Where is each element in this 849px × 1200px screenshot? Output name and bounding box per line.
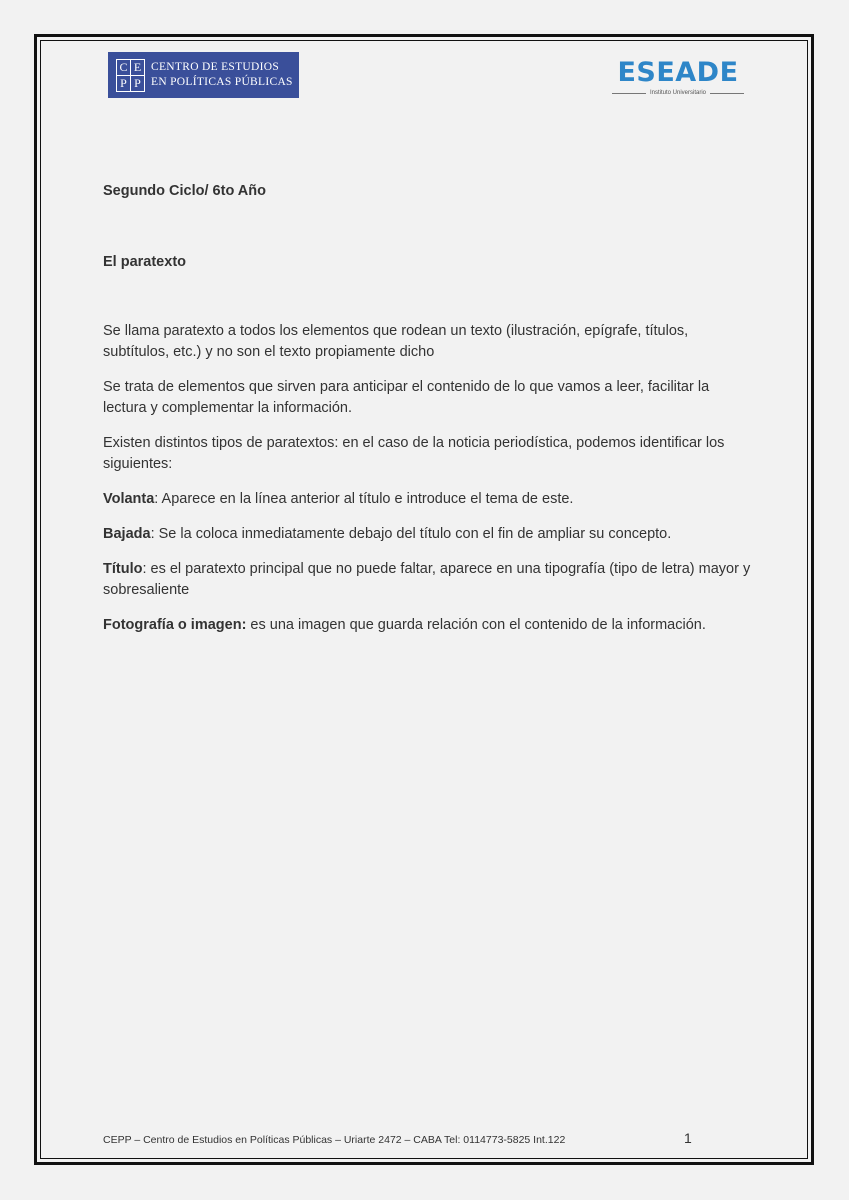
term-bajada: Bajada: [103, 526, 151, 542]
cycle-heading: Segundo Ciclo/ 6to Año: [103, 183, 266, 199]
page-number: 1: [684, 1130, 692, 1146]
cepp-letter-c: C: [117, 60, 130, 75]
footer-text: CEPP – Centro de Estudios en Políticas Públicas – Uriarte 2472 – CABA Tel: 0114773-5825 Int.122: [103, 1134, 566, 1146]
eseade-subtitle-row: [612, 90, 744, 96]
text-bajada: : Se la coloca inmediatamente debajo del título con el fin de ampliar su concepto.: [150, 526, 672, 542]
eseade-logo: [612, 58, 744, 96]
text-fotografia: es una imagen que guarda relación con el contenido de la información.: [246, 617, 706, 633]
definition-bajada: [103, 524, 753, 545]
cepp-letter-e: E: [131, 60, 144, 75]
definition-volanta: [103, 489, 753, 510]
definition-fotografia: [103, 615, 753, 636]
text-titulo: : es el paratexto principal que no puede faltar, aparece en una tipografía (tipo de letra) mayor y sobresaliente: [103, 561, 751, 598]
cepp-name-line1: CENTRO DE ESTUDIOS: [151, 61, 280, 73]
term-fotografia: Fotografía o imagen:: [103, 617, 247, 633]
definition-titulo: [103, 559, 753, 601]
eseade-wordmark: ESEADE: [617, 57, 739, 88]
eseade-subtitle: Instituto Universitario: [649, 90, 707, 96]
cepp-logo-name: [151, 60, 293, 90]
term-volanta: Volanta: [103, 491, 155, 507]
term-titulo: Título: [103, 561, 143, 577]
cepp-logo: [108, 52, 299, 98]
cepp-logo-monogram: [116, 59, 145, 92]
cepp-name-line2: EN POLÍTICAS PÚBLICAS: [151, 76, 293, 88]
paragraph-purpose: Se trata de elementos que sirven para anticipar el contenido de lo que vamos a leer, facilitar la lectura y complementar la información.: [103, 379, 710, 416]
section-title: El paratexto: [103, 254, 186, 270]
eseade-rule-left: [612, 93, 646, 94]
cepp-letter-p1: P: [117, 76, 130, 91]
cepp-letter-p2: P: [131, 76, 144, 91]
text-volanta: : Aparece en la línea anterior al título e introduce el tema de este.: [154, 491, 574, 507]
paragraph-definition: Se llama paratexto a todos los elementos que rodean un texto (ilustración, epígrafe, títulos, subtítulos, etc.) y no son el texto propiamente dicho: [103, 323, 689, 360]
eseade-rule-right: [710, 93, 744, 94]
paragraph-types: Existen distintos tipos de paratextos: en el caso de la noticia periodística, podemos identificar los siguientes:: [103, 435, 725, 472]
